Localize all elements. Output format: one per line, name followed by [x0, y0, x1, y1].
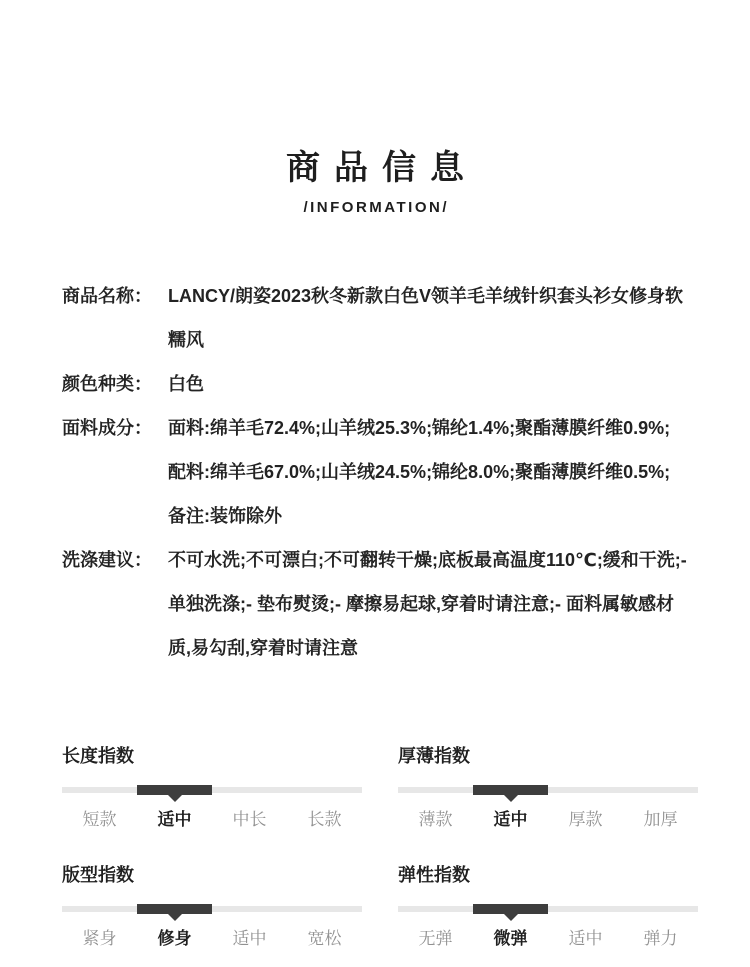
slider-pointer-icon	[504, 914, 518, 921]
slider-pointer-icon	[504, 795, 518, 802]
slider-active-segment	[137, 904, 212, 914]
slider-option-row	[398, 930, 698, 948]
slider-track	[398, 787, 698, 793]
index-slider-grid	[62, 746, 750, 948]
index-block-thickness	[398, 746, 698, 829]
info-value: 不可水洗;不可漂白;不可翻转干燥;底板最高温度110℃;缓和干洗;- 单独洗涤;- 垫布熨烫;- 摩擦易起球,穿着时请注意;- 面料属敏感材质,易勾刮,穿着时请注意	[168, 550, 687, 658]
slider-option-label: 适中	[232, 929, 267, 948]
thickness-slider	[398, 785, 698, 795]
info-label: 洗涤建议：	[62, 550, 152, 570]
slider-option-label: 短款	[82, 810, 117, 829]
slider-option-row	[62, 930, 362, 948]
slider-option-row	[398, 811, 698, 829]
slider-active-segment	[473, 904, 548, 914]
index-block-length	[62, 746, 362, 829]
info-row-washing	[62, 538, 688, 670]
elasticity-slider	[398, 904, 698, 914]
info-row-product-name	[62, 274, 688, 362]
page-header	[0, 148, 750, 218]
slider-option-row	[62, 811, 362, 829]
slider-option-label: 微弹	[493, 929, 528, 948]
page-title: 商品信息	[286, 149, 478, 187]
slider-option-label: 弹力	[643, 929, 678, 948]
length-slider	[62, 785, 362, 795]
slider-option-label: 中长	[232, 810, 267, 829]
index-title: 弹性指数	[398, 865, 470, 885]
slider-option-label: 长款	[307, 810, 342, 829]
slider-option-label: 宽松	[307, 929, 342, 948]
index-title: 厚薄指数	[398, 746, 470, 766]
slider-track	[398, 906, 698, 912]
info-label: 面料成分：	[62, 418, 152, 438]
info-label: 颜色种类：	[62, 374, 152, 394]
slider-pointer-icon	[168, 795, 182, 802]
index-title: 长度指数	[62, 746, 134, 766]
info-value: LANCY/朗姿2023秋冬新款白色V领羊毛羊绒针织套头衫女修身软糯风	[168, 286, 684, 350]
slider-option-label: 修身	[157, 929, 192, 948]
product-info-list	[62, 274, 688, 670]
index-title: 版型指数	[62, 865, 134, 885]
slider-active-segment	[473, 785, 548, 795]
slider-pointer-icon	[168, 914, 182, 921]
info-row-color	[62, 362, 688, 406]
slider-track	[62, 906, 362, 912]
info-value: 白色	[168, 374, 204, 394]
slider-option-label: 适中	[157, 810, 192, 829]
slider-option-label: 紧身	[82, 929, 117, 948]
slider-option-label: 适中	[568, 929, 603, 948]
info-label: 商品名称：	[62, 286, 152, 306]
index-block-fit	[62, 865, 362, 948]
index-block-elasticity	[398, 865, 698, 948]
slider-active-segment	[137, 785, 212, 795]
slider-option-label: 适中	[493, 810, 528, 829]
slider-option-label: 无弹	[418, 929, 453, 948]
fit-slider	[62, 904, 362, 914]
info-row-fabric	[62, 406, 688, 538]
slider-option-label: 加厚	[643, 810, 678, 829]
slider-option-label: 薄款	[418, 810, 453, 829]
slider-option-label: 厚款	[568, 810, 603, 829]
page-subtitle: /INFORMATION/	[303, 199, 450, 216]
slider-track	[62, 787, 362, 793]
info-value: 面料:绵羊毛72.4%;山羊绒25.3%;锦纶1.4%;聚酯薄膜纤维0.9%;配料:绵羊毛67.0%;山羊绒24.5%;锦纶8.0%;聚酯薄膜纤维0.5%;备注:装饰除外	[168, 418, 671, 526]
